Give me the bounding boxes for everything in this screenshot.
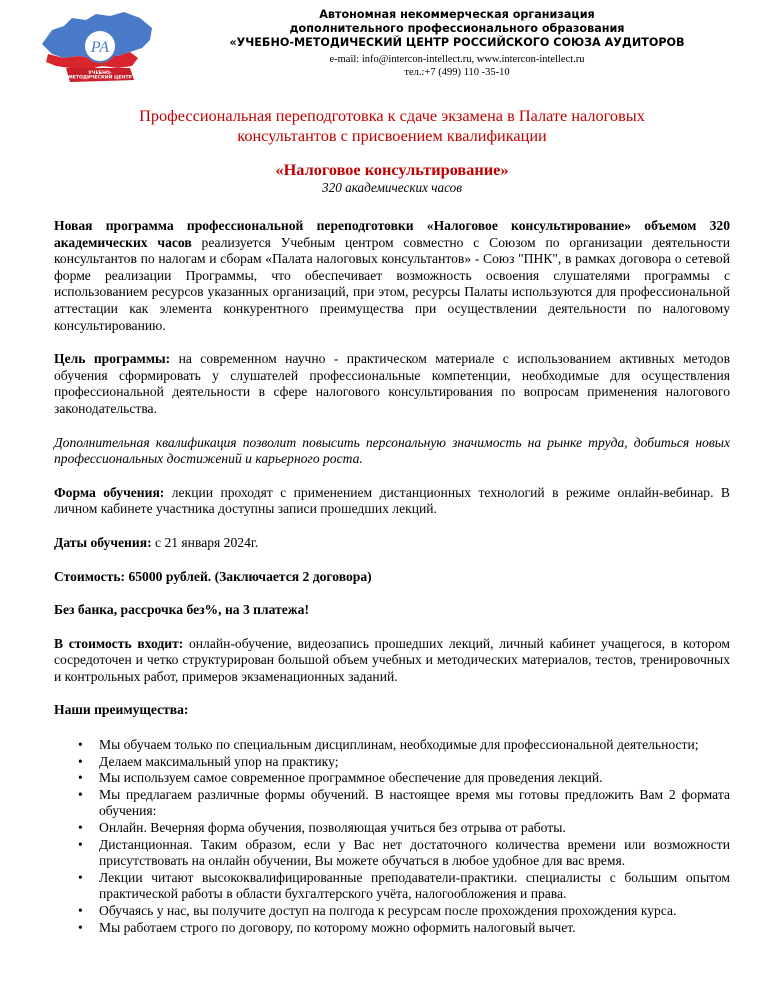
installment-paragraph [54, 602, 730, 619]
letterhead [54, 8, 730, 98]
advantage-item: • Мы работаем строго по договору, по которому можно оформить налоговый вычет. [99, 920, 730, 937]
advantage-item: • Обучаясь у нас, вы получите доступ на полгода к ресурсам после прохождения прохождения курса. [99, 903, 730, 920]
includes-text: онлайн-обучение, видеозапись прошедших лекций, личный кабинет учащегося, в котором сосредоточен и четко структурирован большой объем учебных и методических материалов, тестов, тренировочных и контрольных работ, примеров экзаменационных заданий. [54, 635, 730, 684]
document-page [54, 8, 730, 936]
intro-bold: Новая программа профессиональной переподготовки «Налоговое консультирование» объемом 320 академических часов [54, 218, 730, 250]
form-paragraph [54, 485, 730, 518]
cost-paragraph [54, 569, 730, 586]
program-name: «Налоговое консультирование» [275, 160, 509, 179]
academic-hours: 320 академических часов [322, 180, 462, 195]
title-line-2: консультантов с присвоением квалификации [237, 126, 547, 145]
title-line-1: Профессиональная переподготовка к сдаче экзамена в Палате налоговых [139, 106, 645, 125]
advantage-item: • Мы обучаем только по специальным дисциплинам, необходимые для профессиональной деятельности; [99, 737, 730, 754]
advantage-item: • Дистанционная. Таким образом, если у Вас нет достаточного количества времени или возможности присутствовать на онлайн обучении, Вы можете обучаться в любое удобное для вас время. [99, 837, 730, 870]
org-line-2: дополнительного профессионального образования [289, 22, 625, 35]
svg-text:УЧЕБНО-: УЧЕБНО- [88, 71, 112, 76]
advantages-list [54, 737, 730, 936]
advantage-item: • Мы используем самое современное программное обеспечение для проведения лекций. [99, 770, 730, 787]
goal-text: на современном научно - практическом материале с использованием активных методов обучения сформировать у слушателей профессиональные компетенции, необходимые для осуществления профессиональной деятельности в сфере налогового консультирования по вопросам применения налогового законодательства. [54, 351, 730, 416]
installment-text: Без банка, рассрочка без%, на 3 платежа! [54, 602, 309, 618]
dates-label: Даты обучения: [54, 534, 152, 550]
cost-text: Стоимость: 65000 рублей. (Заключается 2 договора) [54, 568, 372, 584]
form-text: лекции проходят с применением дистанционных технологий в режиме онлайн-вебинар. В личном кабинете участника доступны записи прошедших лекций. [54, 484, 730, 517]
contact-info [164, 53, 750, 79]
org-line-3: «УЧЕБНО-МЕТОДИЧЕСКИЙ ЦЕНТР РОССИЙСКОГО СОЮЗА АУДИТОРОВ [229, 36, 685, 49]
program-title [54, 106, 730, 146]
advantage-item: • Лекции читают высококвалифицированные преподаватели-практики. специалисты с большим опытом практической работы в области бухгалтерского учёта, налогообложения и права. [99, 870, 730, 903]
advantage-item: • Онлайн. Вечерняя форма обучения, позволяющая учиться без отрыва от работы. [99, 820, 730, 837]
advantages-heading: Наши преимущества: [54, 702, 189, 718]
svg-text:МЕТОДИЧЕСКИЙ ЦЕНТР: МЕТОДИЧЕСКИЙ ЦЕНТР [68, 75, 132, 81]
form-label: Форма обучения: [54, 484, 165, 500]
goal-paragraph [54, 351, 730, 417]
phone-number: тел.:+7 (499) 110 -35-10 [404, 67, 510, 78]
training-center-logo [38, 8, 156, 94]
includes-paragraph [54, 636, 730, 686]
advantages-heading-paragraph [54, 702, 730, 719]
goal-label: Цель программы: [54, 351, 171, 367]
organization-name [164, 8, 750, 50]
qualification-note: Дополнительная квалификация позволит повысить персональную значимость на рынке труда, добиться новых профессиональных достижений и карьерного роста. [54, 434, 730, 467]
svg-text:РА: РА [90, 39, 110, 56]
intro-paragraph [54, 218, 730, 334]
intro-text: реализуется Учебным центром совместно с Союзом по организации деятельности консультантов по налогам и сборам «Палата налоговых консультантов» - Союз "ПНК", в рамках договора о сетевой форме реализации Программы, что обеспечивает возможность освоения слушателями программы с использованием ресурсов указанных организаций, при этом, ресурсы Палаты используются для профессиональной аттестации как элемента конкурентного преимущества при осуществлении деятельности по налоговому консультированию. [54, 234, 730, 333]
email-website[interactable]: e-mail: info@intercon-intellect.ru, www.intercon-intellect.ru [329, 54, 585, 65]
advantage-item: • Делаем максимальный упор на практику; [99, 754, 730, 771]
dates-text: с 21 января 2024г. [151, 534, 259, 550]
includes-label: В стоимость входит: [54, 635, 184, 651]
advantage-item: • Мы предлагаем различные формы обучений. В настоящее время мы готовы предложить Вам 2 формата обучения: [99, 787, 730, 820]
org-line-1: Автономная некоммерческая организация [319, 8, 595, 21]
dates-paragraph [54, 535, 730, 552]
